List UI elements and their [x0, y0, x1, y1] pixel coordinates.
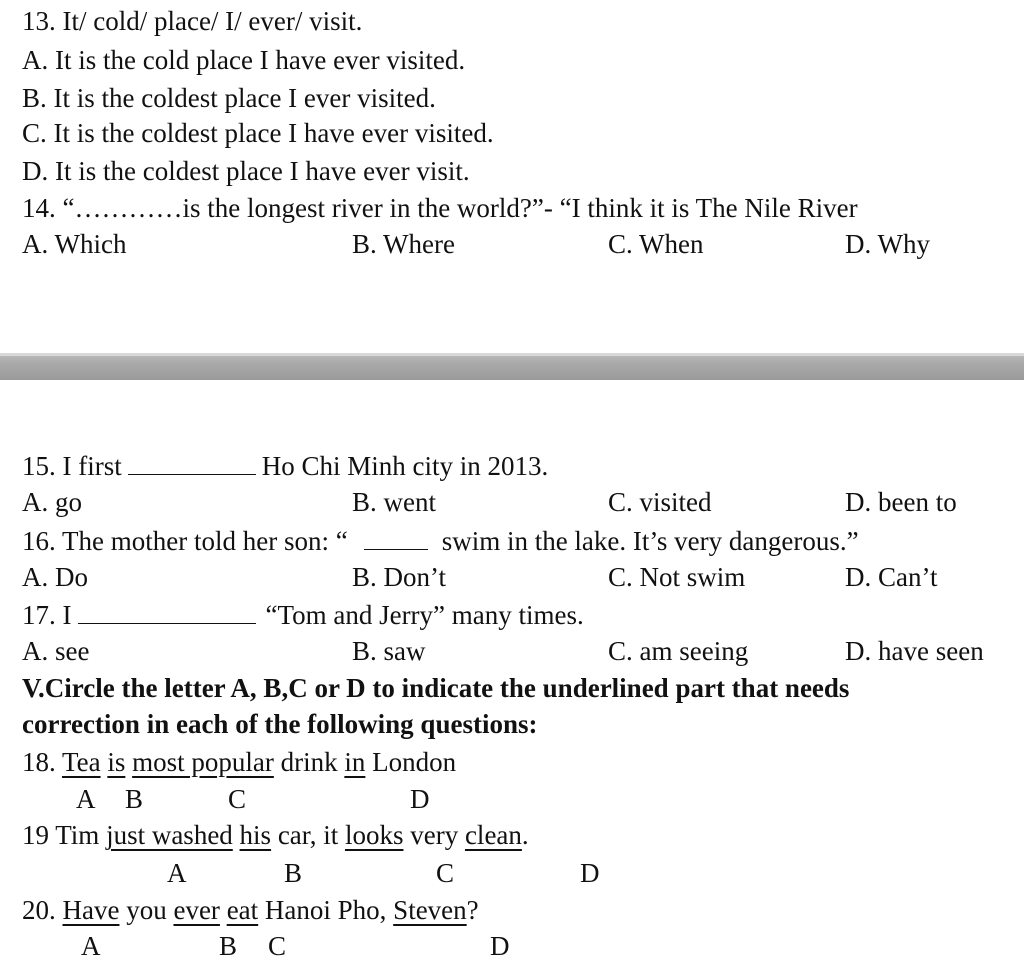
q19-word-2: very	[410, 820, 459, 850]
q20-label-d: D	[490, 931, 510, 961]
q15-option-a: A. go	[22, 487, 82, 517]
q18-part-d: in	[344, 747, 366, 777]
q16-option-b: B. Don’t	[352, 562, 447, 592]
q16-stem-pre: 16. The mother told her son: “	[22, 526, 348, 556]
q15-option-c: C. visited	[608, 487, 712, 517]
q13-option-d: D. It is the coldest place I have ever visit.	[22, 156, 470, 186]
q18-part-a: Tea	[62, 747, 101, 777]
q20-word-2: Hanoi Pho,	[264, 895, 387, 925]
q17-stem-post: “Tom and Jerry” many times.	[265, 600, 584, 630]
q20-part-c: eat	[226, 895, 259, 925]
q19-label-a: A	[167, 858, 187, 888]
q17-blank	[78, 599, 256, 624]
q20-part-a: Have	[62, 895, 120, 925]
q19-part-d: clean	[464, 820, 522, 850]
q16-option-a: A. Do	[22, 562, 88, 592]
page-divider	[0, 353, 1024, 380]
q15-stem-pre: 15. I first	[22, 451, 122, 481]
q14-option-c: C. When	[608, 229, 704, 259]
q18-part-b: is	[107, 747, 126, 777]
q19-part-b: his	[239, 820, 272, 850]
q15-option-d: D. been to	[845, 487, 957, 517]
q18-label-b: B	[125, 784, 144, 814]
q18-word-end: London	[372, 747, 457, 777]
q17-option-c: C. am seeing	[608, 636, 749, 666]
q14-option-b: B. Where	[352, 229, 455, 259]
q16-option-d: D. Can’t	[845, 562, 938, 592]
q17-option-a: A. see	[22, 636, 90, 666]
q19-part-c: looks	[344, 820, 404, 850]
q18-number: 18.	[22, 747, 56, 777]
q20-part-d: Steven	[393, 895, 467, 925]
section-v-heading-line1: V.Circle the letter A, B,C or D to indicate the underlined part that needs	[22, 673, 850, 703]
q16-stem-post: swim in the lake. It’s very dangerous.”	[441, 526, 859, 556]
q20-label-c: C	[268, 931, 287, 961]
q19-label-c: C	[436, 858, 455, 888]
q16-stem	[22, 525, 859, 556]
q18-word: drink	[280, 747, 338, 777]
q15-blank	[128, 450, 256, 475]
q18-sentence	[22, 747, 456, 777]
q20-number: 20.	[22, 895, 56, 925]
q18-label-a: A	[76, 784, 96, 814]
q19-number: 19 Tim	[22, 820, 100, 850]
q18-label-d: D	[410, 784, 430, 814]
q20-word: you	[126, 895, 167, 925]
q15-stem-post: Ho Chi Minh city in 2013.	[261, 451, 549, 481]
q14-option-a: A. Which	[22, 229, 127, 259]
q14-option-d: D. Why	[845, 229, 930, 259]
q13-stem: 13. It/ cold/ place/ I/ ever/ visit.	[22, 6, 363, 36]
q20-label-a: A	[81, 931, 101, 961]
q13-option-c: C. It is the coldest place I have ever visited.	[22, 118, 494, 148]
q17-option-b: B. saw	[352, 636, 426, 666]
q19-sentence: 19 Tim just washed his car, it looks very clean.	[22, 820, 529, 850]
q18-label-c: C	[228, 784, 247, 814]
q14-stem: 14. “…………is the longest river in the world?”- “I think it is The Nile River	[22, 193, 858, 223]
q20-label-b: B	[219, 931, 238, 961]
q13-option-b: B. It is the coldest place I ever visited.	[22, 83, 436, 113]
q20-sentence: 20. Have you ever eat Hanoi Pho, Steven?	[22, 895, 479, 925]
q15-option-b: B. went	[352, 487, 436, 517]
q17-stem-pre: 17. I	[22, 600, 72, 630]
q17-stem	[22, 599, 584, 630]
q19-label-b: B	[284, 858, 303, 888]
q17-option-d: D. have seen	[845, 636, 984, 666]
q13-option-a: A. It is the cold place I have ever visited.	[22, 45, 466, 75]
q19-label-d: D	[580, 858, 600, 888]
q15-stem	[22, 450, 548, 481]
q18-part-c: most popular	[132, 747, 274, 777]
q16-option-c: C. Not swim	[608, 562, 746, 592]
q19-word: car, it	[277, 820, 339, 850]
q20-part-b: ever	[173, 895, 220, 925]
q19-part-a: just washed	[106, 820, 233, 850]
section-v-heading-line2: correction in each of the following questions:	[22, 709, 538, 739]
q16-blank	[364, 525, 428, 550]
